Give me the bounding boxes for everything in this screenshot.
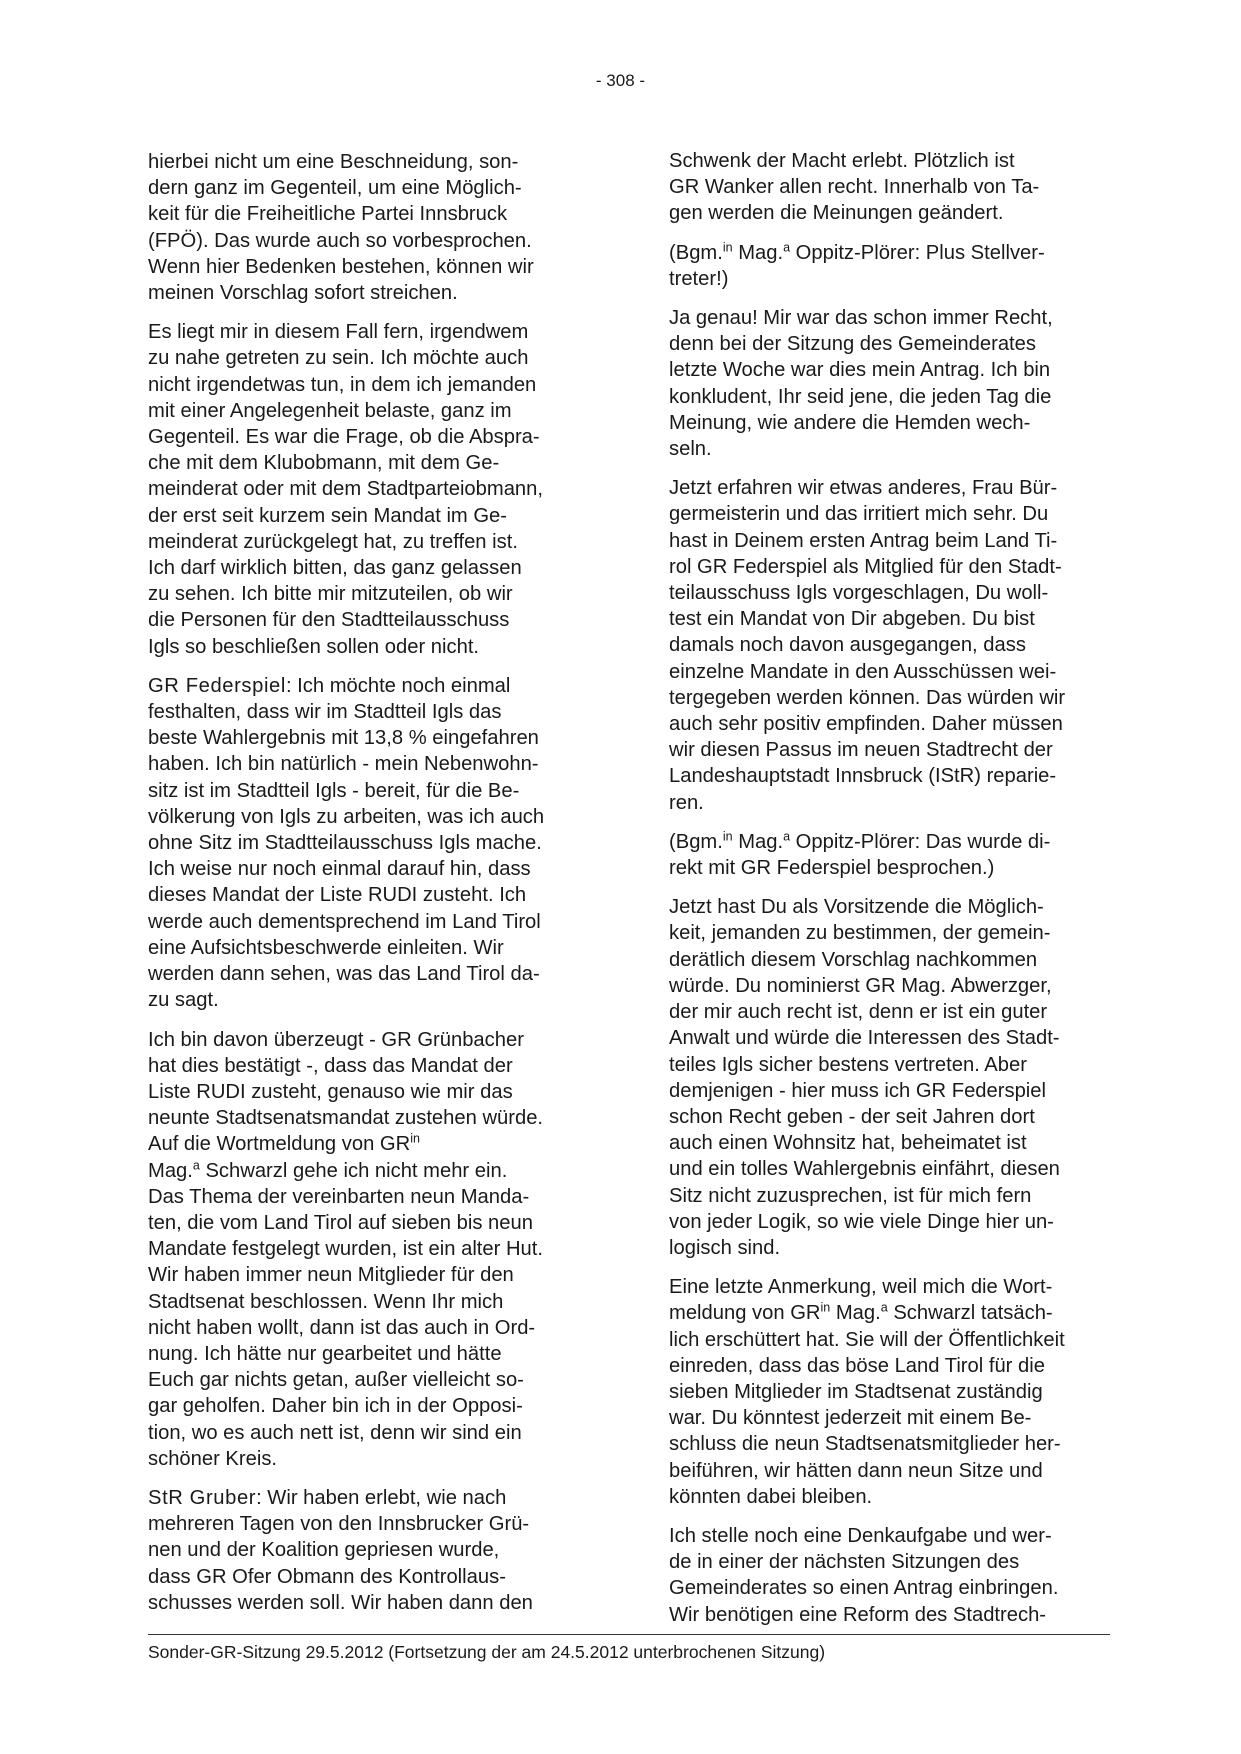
speaker-name: GR Federspiel (148, 674, 286, 697)
text-run: Mag. (830, 1302, 881, 1325)
superscript: in (820, 1300, 831, 1315)
paragraph: Ja genau! Mir war das schon immer Recht, denn bei der Sitzung des Gemeinderates letzte Woche war dies mein Antrag. Ich bin konkludent, Ihr seid jene, die jeden Tag die Meinung, wie andere die Hemden wech- seln. (669, 307, 1053, 461)
text-run: Eine letzte Anmerkung, weil mich die Wort- meldung von GR (669, 1276, 1053, 1325)
text-run: Mag. (148, 1159, 193, 1182)
paragraph (669, 1274, 1109, 1510)
paragraph: Jetzt erfahren wir etwas anderes, Frau Bür- germeisterin und das irritiert mich sehr. Du hast in Deinem ersten Antrag beim Land Ti- rol GR Federspiel als Mitglied für den Stadt- teilausschuss Igls vorgeschlagen, Du woll- test ein Mandat von Dir abgeben. Du bist damals noch davon ausgegangen, dass einzelne Mandate in den Ausschüssen wei- tergegeben werden können. Das würden wir auch sehr positiv empfinden. Daher müssen wir diesen Passus im neuen Stadtrecht der Landeshauptstadt Innsbruck (IStR) reparie- ren. (669, 477, 1066, 814)
superscript: in (722, 240, 733, 255)
text-run: Schwarzl tatsäch- lich erschüttert hat. Sie will der Öffentlichkeit einreden, dass das böse Land Tirol für die sieben Mitglieder im Stadtsenat zuständig war. Du könntest jederzeit mit einem Be- schluss die neun Stadtsenatsmitglieder her- beiführen, wir hätten dann neun Sitze und könnten dabei bleiben. (669, 1302, 1065, 1508)
text-run: (Bgm. (669, 241, 723, 264)
text-run: Schwarzl gehe ich nicht mehr ein. Das Thema der vereinbarten neun Manda- ten, die vom Land Tirol auf sieben bis neun Mandate festgelegt wurden, ist ein alter Hut. Wir haben immer neun Mitglieder für den Stadtsenat beschlossen. Wenn Ihr mich nicht haben wollt, dann ist das auch in Ord- nung. Ich hätte nur gearbeitet und hätte Euch gar nichts getan, außer vielleicht so- gar geholfen. Daher bin ich in der Opposi- tion, wo es auch nett ist, denn wir sind ein schöner Kreis. (148, 1159, 543, 1470)
right-column (669, 148, 1109, 1641)
superscript: a (783, 240, 791, 255)
paragraph: Ich stelle noch eine Denkaufgabe und wer- de in einer der nächsten Sitzungen des Gemeinderates so einen Antrag einbringen. Wir benötigen eine Reform des Stadtrech- (669, 1524, 1059, 1626)
text-run: Ich bin davon überzeugt - GR Grünbacher hat dies bestätigt -, dass das Mandat der Liste RUDI zusteht, genauso wie mir das neunte Stadtsenatsmandat zustehen würde. Auf die Wortmeldung von GR (148, 1028, 544, 1156)
paragraph: Es liegt mir in diesem Fall fern, irgendwem zu nahe getreten zu sein. Ich möchte auch nicht irgendetwas tun, in dem ich jemanden mit einer Angelegenheit belaste, ganz im Gegenteil. Es war die Frage, ob die Abspra- che mit dem Klubobmann, mit dem Ge- meinderat oder mit dem Stadtparteiobmann, der erst seit kurzem sein Mandat im Ge- meinderat zurückgelegt hat, zu treffen ist. Ich darf wirklich bitten, das ganz gelassen zu sehen. Ich bitte mir mitzuteilen, ob wir die Personen für den Stadtteilausschuss Igls so beschließen sollen oder nicht. (148, 321, 543, 658)
superscript: a (783, 829, 791, 844)
superscript: a (192, 1158, 200, 1173)
paragraph: hierbei nicht um eine Beschneidung, son- dern ganz im Gegenteil, um eine Möglich- keit für die Freiheitliche Partei Innsbruck (FPÖ). Das wurde auch so vorbesprochen. Wenn hier Bedenken bestehen, können wir meinen Vorschlag sofort streichen. (148, 151, 534, 305)
text-run: Mag. (732, 830, 784, 853)
interjection (669, 240, 1109, 292)
superscript: in (722, 829, 733, 844)
superscript: in (410, 1131, 420, 1146)
page-number: - 308 - (595, 71, 646, 90)
footer-text: Sonder-GR-Sitzung 29.5.2012 (Fortsetzung der am 24.5.2012 unterbrochenen Sitzung) (148, 1642, 826, 1662)
speech-paragraph (148, 1485, 588, 1616)
paragraph (148, 1027, 588, 1472)
footer-divider (148, 1634, 1110, 1635)
speaker-name: StR Gruber (148, 1486, 257, 1509)
interjection (669, 829, 1109, 881)
speech-paragraph (148, 673, 588, 1014)
left-column (148, 149, 588, 1629)
paragraph: Schwenk der Macht erlebt. Plötzlich ist GR Wanker allen recht. Innerhalb von Ta- gen werden die Meinungen geändert. (669, 150, 1040, 225)
speech-text: : Wir haben erlebt, wie nach mehreren Tagen von den Innsbrucker Grü- nen und der Koalition gepriesen wurde, dass GR Ofer Obmann des Kontrollaus- schusses werden soll. Wir haben dann den (148, 1486, 533, 1614)
paragraph: Jetzt hast Du als Vorsitzende die Möglich- keit, jemanden zu bestimmen, der gemein- derätlich diesem Vorschlag nachkommen würde. Du nominierst GR Mag. Abwerzger, der mir auch recht ist, denn er ist ein guter Anwalt und würde die Interessen des Stadt- teiles Igls sicher bestens vertreten. Aber demjenigen - hier muss ich GR Federspiel schon Recht geben - der seit Jahren dort auch einen Wohnsitz hat, beheimatet ist und ein tolles Wahlergebnis einfährt, diesen Sitz nicht zuzusprechen, ist für mich fern von jeder Logik, so wie viele Dinge hier un- logisch sind. (669, 896, 1060, 1259)
speech-text: : Ich möchte noch einmal festhalten, dass wir im Stadtteil Igls das beste Wahlergebnis mit 13,8 % eingefahren haben. Ich bin natürlich - mein Nebenwohn- sitz ist im Stadtteil Igls - bereit, für die Be- völkerung von Igls zu arbeiten, was ich auch ohne Sitz im Stadtteilausschuss Igls mache. Ich weise nur noch einmal darauf hin, dass dieses Mandat der Liste RUDI zusteht. Ich werde auch dementsprechend im Land Tirol eine Aufsichtsbeschwerde einleiten. Wir werden dann sehen, was das Land Tirol da- zu sagt. (148, 674, 545, 1012)
text-run: Mag. (732, 241, 784, 264)
superscript: a (880, 1300, 888, 1315)
text-run: Oppitz-Plörer: Plus Stellver- treter!) (669, 241, 1045, 290)
text-run: Oppitz-Plörer: Das wurde di- rekt mit GR Federspiel besprochen.) (669, 830, 1051, 880)
text-run: (Bgm. (669, 830, 723, 853)
